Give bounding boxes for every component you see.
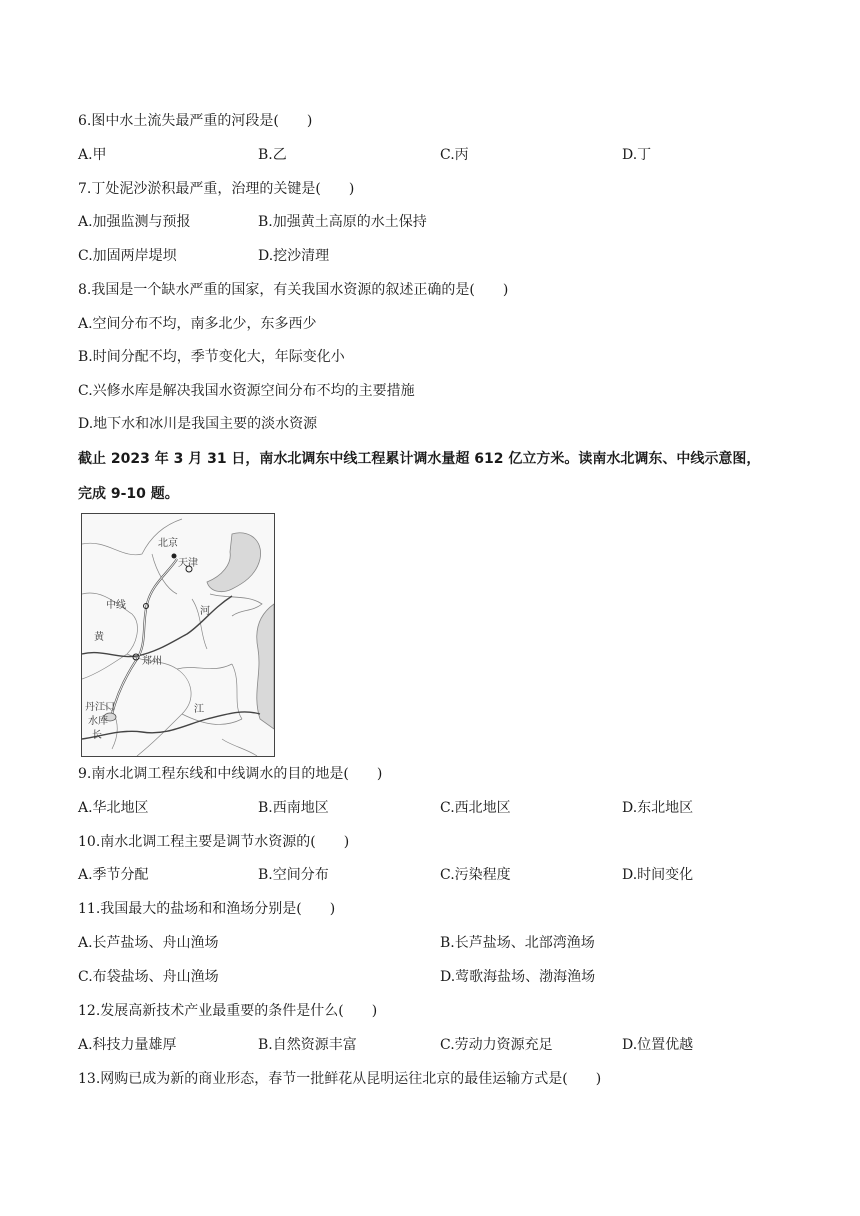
q10-option-a: A.季节分配: [78, 867, 149, 883]
q12-option-a: A.科技力量雄厚: [78, 1037, 177, 1053]
middle-route-line: [112, 559, 177, 714]
q8-option-b: B.时间分配不均，季节变化大，年际变化小: [78, 349, 345, 365]
question-11-stem: 11.我国最大的盐场和和渔场分别是( ): [78, 901, 336, 917]
question-8-stem: 8.我国是一个缺水严重的国家，有关我国水资源的叙述正确的是( ): [78, 282, 509, 298]
q11-option-c: C.布袋盐场、舟山渔场: [78, 969, 219, 985]
q8-option-a: A.空间分布不均，南多北少，东多西少: [78, 316, 317, 332]
q8-option-c: C.兴修水库是解决我国水资源空间分布不均的主要措施: [78, 383, 415, 399]
label-zhongxian: 中线: [106, 600, 126, 611]
q12-option-c: C.劳动力资源充足: [440, 1037, 553, 1053]
q6-option-c: C.丙: [440, 147, 469, 163]
label-he: 河: [200, 606, 210, 617]
q7-option-b: B.加强黄土高原的水土保持: [258, 214, 427, 230]
bohai-sea: [207, 533, 261, 592]
label-huang: 黄: [94, 632, 104, 643]
label-tianjin: 天津: [178, 558, 198, 569]
passage-line-1: 截止 2023 年 3 月 31 日，南水北调东中线工程累计调水量超 612 亿立方米。读南水北调东、中线示意图，: [78, 451, 761, 467]
q9-option-a: A.华北地区: [78, 800, 149, 816]
q11-option-a: A.长芦盐场、舟山渔场: [78, 935, 219, 951]
label-beijing: 北京: [158, 538, 178, 549]
q6-option-d: D.丁: [622, 147, 652, 163]
q7-option-c: C.加固两岸堤坝: [78, 248, 177, 264]
q9-option-d: D.东北地区: [622, 800, 694, 816]
label-jiang: 江: [194, 704, 204, 715]
question-12-stem: 12.发展高新技术产业最重要的条件是什么( ): [78, 1003, 378, 1019]
q7-option-a: A.加强监测与预报: [78, 214, 191, 230]
label-shuiku: 水库: [88, 716, 108, 727]
q12-option-d: D.位置优越: [622, 1037, 694, 1053]
q6-option-a: A.甲: [78, 147, 107, 163]
q10-option-c: C.污染程度: [440, 867, 511, 883]
question-9-stem: 9.南水北调工程东线和中线调水的目的地是( ): [78, 766, 383, 782]
south-north-water-diversion-map: [81, 513, 275, 757]
label-danjiangkou: 丹江口: [85, 702, 115, 713]
beijing-marker: [172, 554, 177, 559]
east-sea: [257, 604, 274, 729]
q9-option-c: C.西北地区: [440, 800, 511, 816]
q7-option-d: D.挖沙清理: [258, 248, 330, 264]
q8-option-d: D.地下水和冰川是我国主要的淡水资源: [78, 416, 318, 432]
shandong-peninsula: [210, 594, 262, 616]
question-13-stem: 13.网购已成为新的商业形态，春节一批鲜花从昆明运往北京的最佳运输方式是( ): [78, 1071, 602, 1087]
question-7-stem: 7.丁处泥沙淤积最严重，治理的关键是( ): [78, 181, 355, 197]
question-10-stem: 10.南水北调工程主要是调节水资源的( ): [78, 834, 350, 850]
question-6-stem: 6.图中水土流失最严重的河段是( ): [78, 113, 313, 129]
q6-option-b: B.乙: [258, 147, 287, 163]
passage-line-2: 完成 9-10 题。: [78, 486, 179, 502]
q10-option-b: B.空间分布: [258, 867, 329, 883]
q12-option-b: B.自然资源丰富: [258, 1037, 357, 1053]
label-zhengzhou: 郑州: [142, 656, 162, 667]
label-chang: 长: [92, 730, 102, 741]
q11-option-b: B.长芦盐场、北部湾渔场: [440, 935, 595, 951]
q10-option-d: D.时间变化: [622, 867, 694, 883]
q9-option-b: B.西南地区: [258, 800, 329, 816]
q11-option-d: D.莺歌海盐场、渤海渔场: [440, 969, 596, 985]
